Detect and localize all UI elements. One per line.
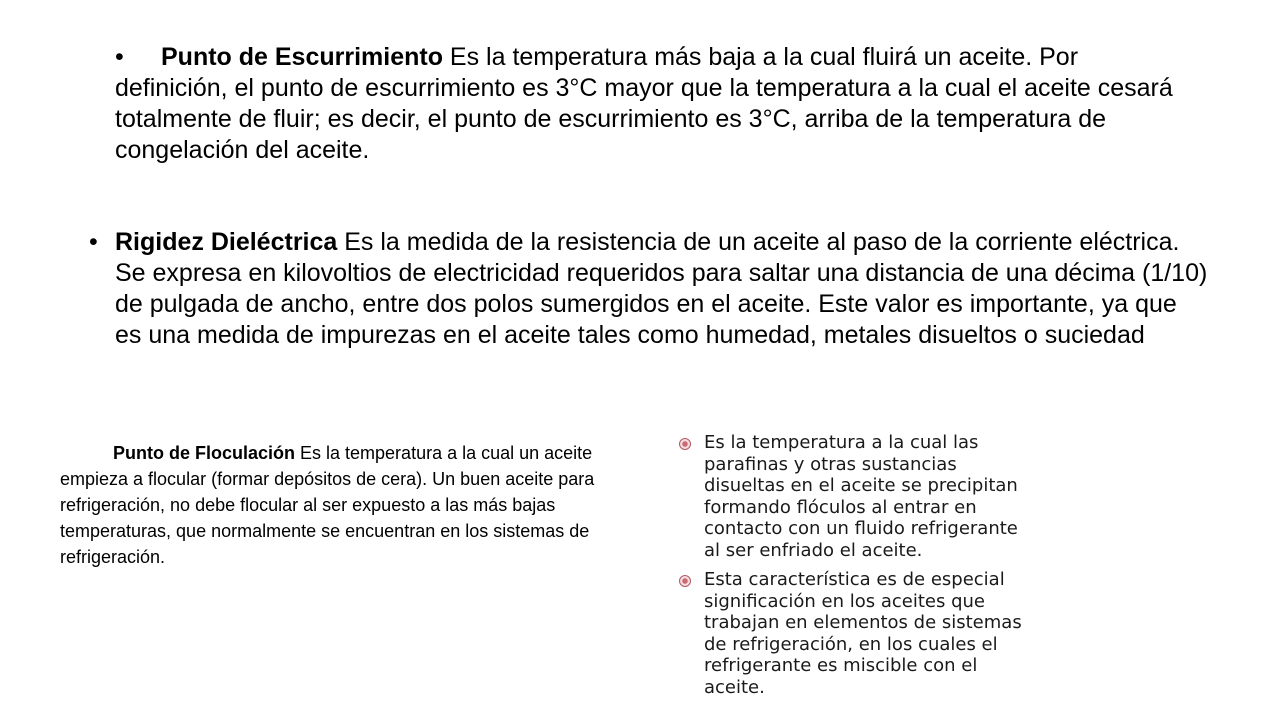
dielectric-description: Es la medida de la resistencia de un aceite al paso de la corriente eléctrica. Se expresa en kilovoltios de electricidad requeridos para saltar una distancia de una décima (1/10) de pulgada de ancho, entre dos polos sumergidos en el aceite. Este valor es importante, ya que es una medida de impurezas en el aceite tales como humedad, metales disueltos o suciedad: [115, 228, 1208, 349]
image-panel-line: Es la temperatura a la cual las: [704, 432, 979, 453]
dielectric-term: Rigidez Dieléctrica: [115, 228, 338, 256]
flocculation-term: Punto de Floculación: [113, 443, 296, 463]
image-panel-line: Esta característica es de especial: [704, 569, 1005, 590]
image-panel-line: disueltas en el aceite se precipitan: [704, 475, 1018, 496]
image-panel-line: refrigerante es miscible con el: [704, 655, 978, 676]
flocculation-description: Es la temperatura a la cual un aceite empieza a flocular (formar depósitos de cera). Un buen aceite para refrigeración, no debe flocular al ser expuesto a las más bajas temperaturas, que normalmente se encuentran en los sistemas de refrigeración.: [60, 443, 595, 567]
image-panel-line: al ser enfriado el aceite.: [704, 539, 923, 561]
flocculation-image-panel: [676, 432, 1146, 702]
image-panel-line: parafinas y otras sustancias: [704, 453, 957, 475]
image-panel-item: [676, 432, 1146, 561]
image-panel-item: [676, 569, 1146, 698]
bullet-marker: •: [89, 228, 98, 256]
image-panel-line: contacto con un fluido refrigerante: [704, 518, 1018, 539]
pour-point-paragraph: [115, 42, 1195, 166]
dielectric-paragraph: [89, 227, 1209, 351]
bullet-marker: •: [115, 43, 124, 71]
image-panel-line: de refrigeración, en los cuales el: [704, 633, 998, 655]
image-panel-line: significación en los aceites que: [704, 590, 985, 612]
pour-point-term: Punto de Escurrimiento: [161, 43, 443, 71]
image-panel-line: aceite.: [704, 676, 765, 698]
flocculation-paragraph: [60, 440, 650, 570]
image-panel-line: trabajan en elementos de sistemas: [704, 612, 1022, 633]
image-panel-line: formando flóculos al entrar en: [704, 496, 977, 518]
pour-point-description: Es la temperatura más baja a la cual fluirá un aceite. Por definición, el punto de escurrimiento es 3°C mayor que la temperatura a la cual el aceite cesará totalmente de fluir; es decir, el punto de escurrimiento es 3°C, arriba de la temperatura de congelación del aceite.: [115, 43, 1173, 164]
circle-bullet-icon: [679, 438, 691, 450]
circle-bullet-icon: [679, 575, 691, 587]
